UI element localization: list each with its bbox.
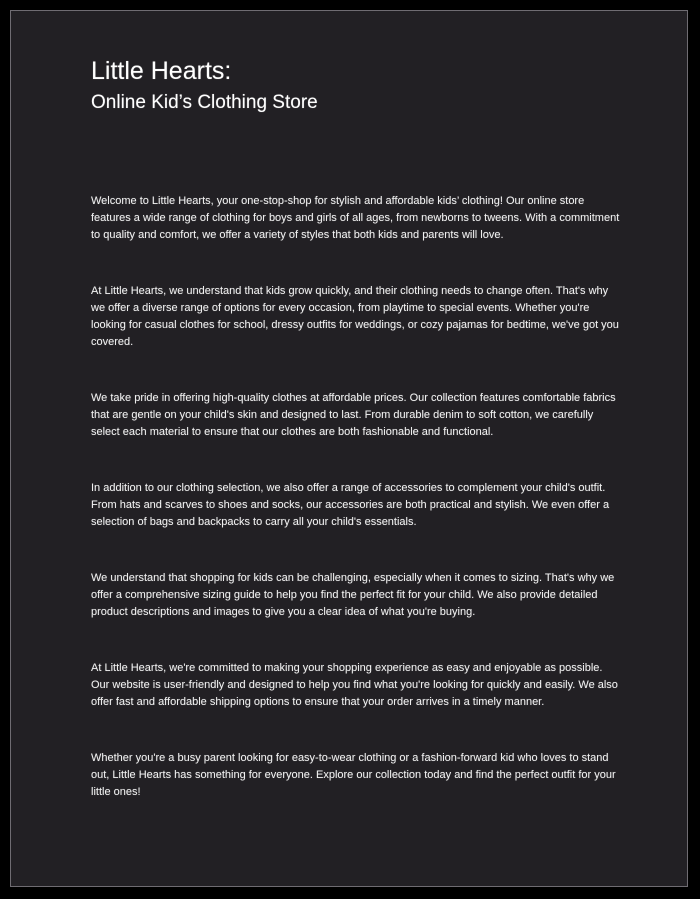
paragraph-sizing: We understand that shopping for kids can be challenging, especially when it comes to sizing. That's why we offer a comprehensive sizing guide to help you find the perfect fit for your child. We also provide detailed product descriptions and images to give you a clear idea of what you're buying. — [91, 572, 615, 618]
document-page — [10, 10, 688, 887]
paragraph-experience: At Little Hearts, we're committed to making your shopping experience as easy and enjoyable as possible. Our website is user-friendly and designed to help you find what you're looking for quickly and easily. We also offer fast and affordable shipping options to ensure that your order arrives in a timely manner. — [91, 662, 618, 708]
page-title: Little Hearts: — [91, 57, 232, 85]
document-content — [91, 56, 621, 840]
page-subtitle: Online Kid’s Clothing Store — [91, 92, 318, 113]
paragraph-options: At Little Hearts, we understand that kids grow quickly, and their clothing needs to change often. That's why we offer a diverse range of options for every occasion, from playtime to special events. Whether you're looking for casual clothes for school, dressy outfits for weddings, or cozy pajamas for bedtime, we've got you covered. — [91, 285, 619, 348]
paragraph-quality: We take pride in offering high-quality clothes at affordable prices. Our collection features comfortable fabrics that are gentle on your child's skin and designed to last. From durable denim to soft cotton, we carefully select each material to ensure that our clothes are both fashionable and functional. — [91, 392, 616, 438]
paragraph-accessories: In addition to our clothing selection, we also offer a range of accessories to complement your child's outfit. From hats and scarves to shoes and socks, our accessories are both practical and stylish. We even offer a selection of bags and backpacks to carry all your child's essentials. — [91, 482, 610, 528]
paragraph-welcome: Welcome to Little Hearts, your one-stop-shop for stylish and affordable kids’ clothing! Our online store features a wide range of clothing for boys and girls of all ages, from newborns to tweens. With a commitment to quality and comfort, we offer a variety of styles that both kids and parents will love. — [91, 195, 620, 241]
paragraph-closing: Whether you're a busy parent looking for easy-to-wear clothing or a fashion-forward kid who loves to stand out, Little Hearts has something for everyone. Explore our collection today and find the perfect outfit for your little ones! — [91, 752, 616, 798]
body-text — [91, 193, 621, 801]
